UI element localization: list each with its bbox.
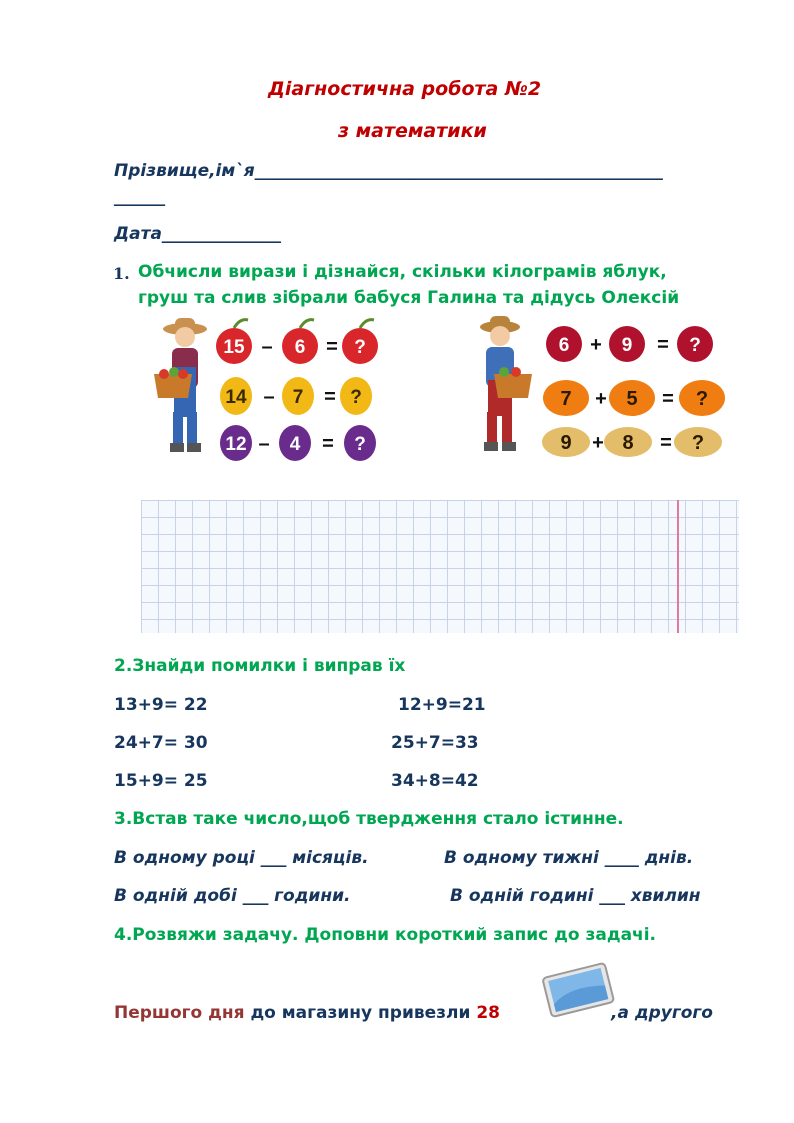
- op-plus: +: [592, 432, 604, 454]
- pear-num-14: 14: [225, 387, 247, 408]
- pumpkin-result: ?: [695, 388, 709, 410]
- task4-first-day: Першого дня: [114, 1003, 245, 1023]
- op-plus: +: [590, 334, 602, 356]
- task2-heading: 2.Знайди помилки і виправ їх: [114, 656, 406, 676]
- grandmother-icon: [154, 318, 207, 452]
- date-field-label: Дата______________: [114, 224, 281, 244]
- op-equals: =: [322, 433, 334, 455]
- potato-result: ?: [691, 432, 705, 454]
- task2-expr-left-1: 13+9= 22: [114, 695, 208, 715]
- op-equals: =: [662, 388, 674, 410]
- op-equals: =: [657, 334, 669, 356]
- grid-margin-line: [677, 500, 679, 633]
- task4-heading: 4.Розвяжи задачу. Доповни короткий запис до задачі.: [114, 925, 657, 945]
- op-equals: =: [324, 386, 336, 408]
- pumpkin-row: [543, 380, 725, 416]
- task3-statement-hours: В одній добі ___ години.: [114, 886, 351, 906]
- task2-expr-right-3: 34+8=42: [391, 771, 479, 791]
- plum-result: ?: [354, 434, 366, 455]
- task4-number: 28: [476, 1003, 500, 1023]
- name-field-label: Прізвище,ім`я________________________________________________: [114, 161, 663, 181]
- op-plus: +: [595, 388, 607, 410]
- pumpkin-num-7: 7: [560, 388, 572, 410]
- task3-statement-months: В одному році ___ місяців.: [114, 848, 369, 868]
- potato-num-9: 9: [560, 432, 572, 454]
- apple-result: ?: [354, 337, 366, 358]
- task3-statement-minutes: В одній годині ___ хвилин: [450, 886, 701, 906]
- task2-expr-right-1: 12+9=21: [398, 695, 486, 715]
- task3-statement-days: В одному тижні ____ днів.: [444, 848, 694, 868]
- grandfather-icon: [480, 316, 532, 451]
- task1-text-line2: груш та слив зібрали бабуся Галина та дідусь Олексій: [138, 288, 680, 308]
- potato-num-8: 8: [622, 432, 634, 454]
- beet-num-6: 6: [558, 335, 570, 356]
- task2-expr-left-2: 24+7= 30: [114, 733, 208, 753]
- plum-num-4: 4: [289, 434, 301, 455]
- plum-row: [220, 425, 376, 461]
- title-line-1: Діагностична робота №2: [268, 78, 542, 100]
- task1-left-illustration: [150, 312, 390, 464]
- tablet-icon: [540, 958, 616, 1020]
- apple-num-6: 6: [294, 337, 306, 358]
- title-line-2: з математики: [338, 120, 487, 142]
- apple-num-15: 15: [223, 337, 245, 358]
- beet-row: [546, 326, 713, 362]
- task2-expr-left-3: 15+9= 25: [114, 771, 208, 791]
- pumpkin-num-5: 5: [626, 388, 638, 410]
- op-minus: –: [263, 386, 275, 408]
- answer-grid[interactable]: [141, 500, 739, 633]
- task1-right-illustration: [470, 312, 730, 464]
- task4-problem-text: [114, 1003, 500, 1023]
- pear-result: ?: [350, 387, 362, 408]
- name-field-continuation: ______: [114, 187, 165, 207]
- beet-result: ?: [689, 335, 701, 356]
- op-minus: –: [261, 336, 273, 358]
- pear-num-7: 7: [292, 387, 304, 408]
- op-equals: =: [660, 432, 672, 454]
- op-minus: –: [258, 433, 270, 455]
- pear-row: [220, 377, 372, 415]
- task2-expr-right-2: 25+7=33: [391, 733, 479, 753]
- task1-number: 1.: [113, 264, 130, 283]
- op-equals: =: [326, 336, 338, 358]
- beet-num-9: 9: [621, 335, 633, 356]
- task4-second-day: ,а другого: [611, 1003, 713, 1023]
- plum-num-12: 12: [225, 434, 247, 455]
- task3-heading: 3.Встав таке число,щоб твердження стало істинне.: [114, 809, 624, 829]
- task1-text-line1: Обчисли вирази і дізнайся, скільки кілограмів яблук,: [138, 262, 667, 282]
- potato-row: [542, 427, 722, 457]
- apple-row: [216, 320, 378, 364]
- task4-delivered: до магазину привезли: [244, 1003, 471, 1023]
